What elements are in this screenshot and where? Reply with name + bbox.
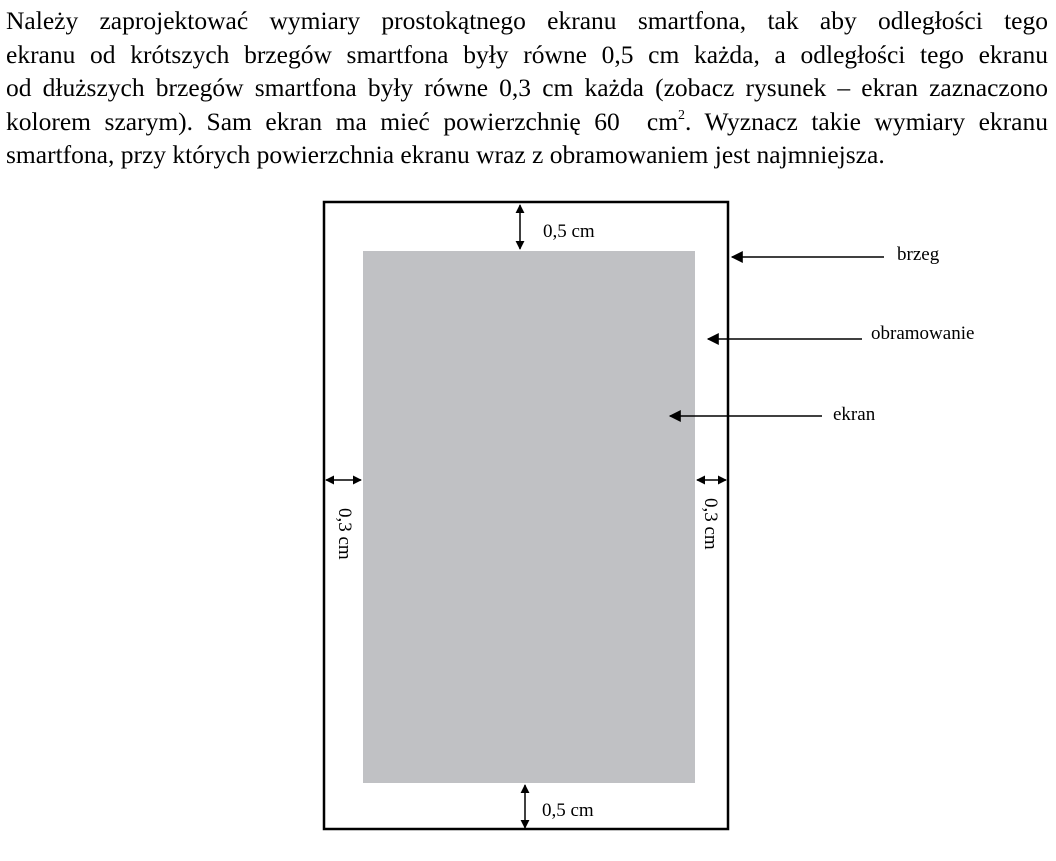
right-margin-label: 0,3 cm xyxy=(700,498,721,550)
problem-line-1: Należy zaprojektować wymiary prostokątnego ekranu smartfona, tak aby odległości tego xyxy=(6,6,1048,35)
left-margin-label: 0,3 cm xyxy=(334,508,355,560)
screen-label: ekran xyxy=(833,404,876,425)
area-unit: cm xyxy=(646,106,679,136)
area-unit-exponent: 2 xyxy=(678,107,686,123)
problem-line-5: smartfona, przy których powierzchnia ekranu wraz z obramowaniem jest najmniejsza. xyxy=(6,140,885,169)
frame-label: obramowanie xyxy=(871,323,975,344)
problem-line-4-end: . Wyznacz takie wymiary ekranu xyxy=(685,106,1048,136)
edge-label: brzeg xyxy=(897,244,940,265)
top-margin-label: 0,5 cm xyxy=(543,221,595,242)
screen-area xyxy=(363,251,695,783)
problem-line-4-start: kolorem szarym). Sam ekran ma mieć powierzchnię 60 xyxy=(6,106,620,136)
bottom-margin-label: 0,5 cm xyxy=(542,800,594,821)
problem-line-2: ekranu od krótszych brzegów smartfona były równe 0,5 cm każda, a odległości tego ekranu xyxy=(6,39,1048,69)
problem-line-3: od dłuższych brzegów smartfona były równe 0,3 cm każda (zobacz rysunek – ekran zaznaczono xyxy=(6,73,1048,102)
